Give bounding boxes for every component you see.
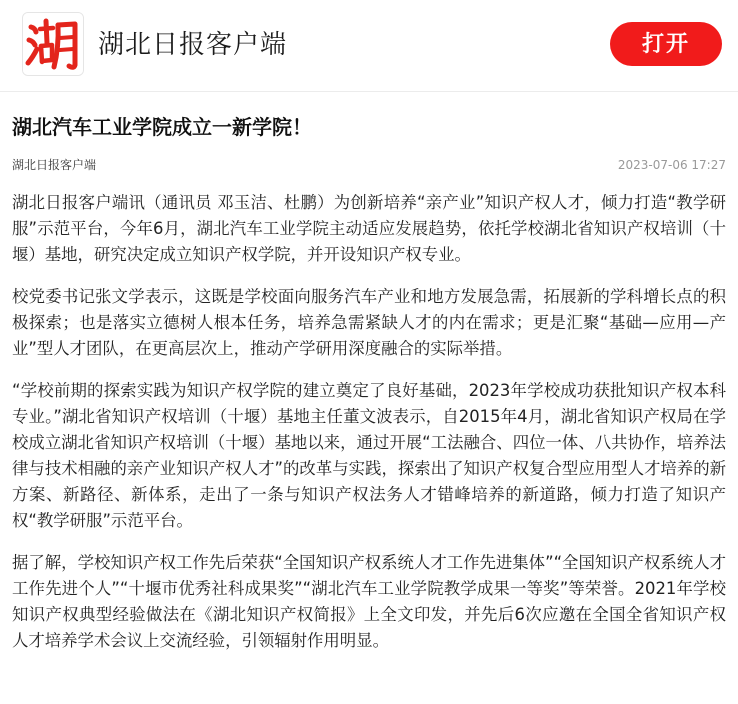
article-paragraph: 湖北日报客户端讯（通讯员 邓玉洁、杜鹏）为创新培养“亲产业”知识产权人才，倾力打造“教学研服”示范平台，今年6月，湖北汽车工业学院主动适应发展趋势，依托学校湖北省知识产权培训（十堰）基地，研究决定成立知识产权学院，并开设知识产权专业。 [12, 193, 726, 264]
article-paragraph: “学校前期的探索实践为知识产权学院的建立奠定了良好基础，2023年学校成功获批知识产权本科专业。”湖北省知识产权培训（十堰）基地主任董文波表示，自2015年4月，湖北省知识产权局在学校成立湖北省知识产权培训（十堰）基地以来，通过开展“工法融合、四位一体、八共协作，培养法律与技术相融的亲产业知识产权人才”的改革与实践，探索出了知识产权复合型应用型人才培养的新方案、新路径、新体系，走出了一条与知识产权法务人才错峰培养的新道路，倾力打造了知识产权“教学研服”示范平台。 [12, 381, 726, 530]
article-paragraph: 校党委书记张文学表示，这既是学校面向服务汽车产业和地方发展急需，拓展新的学科增长点的积极探索；也是落实立德树人根本任务，培养急需紧缺人才的内在需求；更是汇聚“基础—应用—产业”型人才团队，在更高层次上，推动产学研用深度融合的实际举措。 [12, 287, 726, 358]
app-banner [0, 0, 738, 92]
logo-calligraphy [23, 13, 83, 75]
article-meta [12, 154, 726, 176]
article [12, 92, 726, 654]
open-app-button[interactable]: 打开 [610, 22, 722, 66]
article-paragraph: 据了解，学校知识产权工作先后荣获“全国知识产权系统人才工作先进集体”“全国知识产权系统人才工作先进个人”“十堰市优秀社科成果奖”“湖北汽车工业学院教学成果一等奖”等荣誉。2021年学校知识产权典型经验做法在《湖北知识产权简报》上全文印发，并先后6次应邀在全国全省知识产权人才培养学术会议上交流经验，引领辐射作用明显。 [12, 553, 726, 650]
app-name: 湖北日报客户端 [98, 30, 288, 60]
article-source: 湖北日报客户端 [12, 158, 97, 172]
hubei-daily-logo-icon[interactable] [22, 12, 84, 76]
article-datetime: 2023-07-06 17:27 [617, 158, 726, 172]
article-title: 湖北汽车工业学院成立一新学院！ [12, 115, 312, 139]
